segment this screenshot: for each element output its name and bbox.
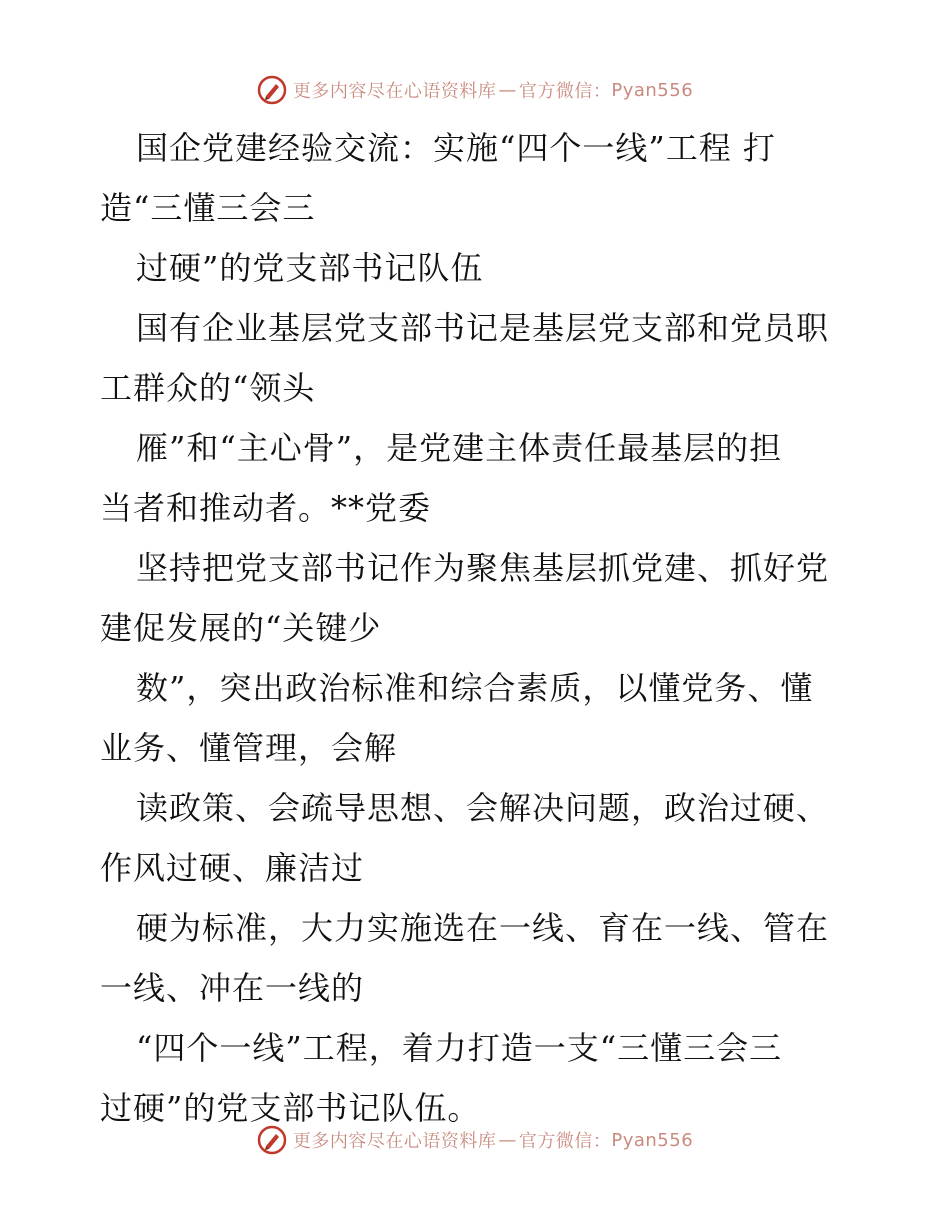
watermark-separator: — bbox=[498, 1129, 517, 1151]
pen-logo-icon bbox=[257, 75, 287, 105]
watermark-separator: — bbox=[498, 79, 517, 101]
text-line: 国企党建经验交流：实施“四个一线”工程 打 bbox=[136, 129, 776, 167]
text-line: 硬为标准，大力实施选在一线、育在一线、管在 bbox=[136, 909, 830, 947]
text-line: 一线、冲在一线的 bbox=[100, 969, 365, 1007]
document-body bbox=[100, 118, 860, 1138]
pen-logo-icon bbox=[257, 1125, 287, 1155]
text-line: 数”，突出政治标准和综合素质，以懂党务、懂 bbox=[136, 669, 814, 707]
watermark-wechat-label: 官方微信： bbox=[518, 81, 612, 102]
text-line: 业务、懂管理，会解 bbox=[100, 729, 398, 767]
text-line: 雁”和“主心骨”，是党建主体责任最基层的担 bbox=[136, 429, 783, 467]
text-line: “四个一线”工程，着力打造一支“三懂三会三 bbox=[136, 1029, 783, 1067]
text-line: 造“三懂三会三 bbox=[100, 189, 316, 227]
watermark-wechat-label: 官方微信： bbox=[518, 1131, 612, 1152]
watermark-wechat-id: Pyan556 bbox=[611, 79, 694, 101]
text-line: 工群众的“领头 bbox=[100, 369, 316, 407]
text-line: 过硬”的党支部书记队伍 bbox=[136, 249, 484, 287]
text-line: 建促发展的“关键少 bbox=[100, 609, 382, 647]
watermark-header bbox=[0, 70, 950, 110]
watermark-wechat-id: Pyan556 bbox=[611, 1129, 694, 1151]
text-line: 国有企业基层党支部书记是基层党支部和党员职 bbox=[136, 309, 830, 347]
text-line: 坚持把党支部书记作为聚焦基层抓党建、抓好党 bbox=[136, 549, 830, 587]
text-line: 过硬”的党支部书记队伍。 bbox=[100, 1089, 481, 1127]
text-line: 作风过硬、廉洁过 bbox=[100, 849, 365, 887]
text-line: 读政策、会疏导思想、会解决问题，政治过硬、 bbox=[136, 789, 830, 827]
watermark-text: 更多内容尽在心语资料库 bbox=[292, 81, 497, 102]
text-line: 当者和推动者。**党委 bbox=[100, 489, 432, 527]
watermark-footer bbox=[0, 1120, 950, 1160]
watermark-text: 更多内容尽在心语资料库 bbox=[292, 1131, 497, 1152]
